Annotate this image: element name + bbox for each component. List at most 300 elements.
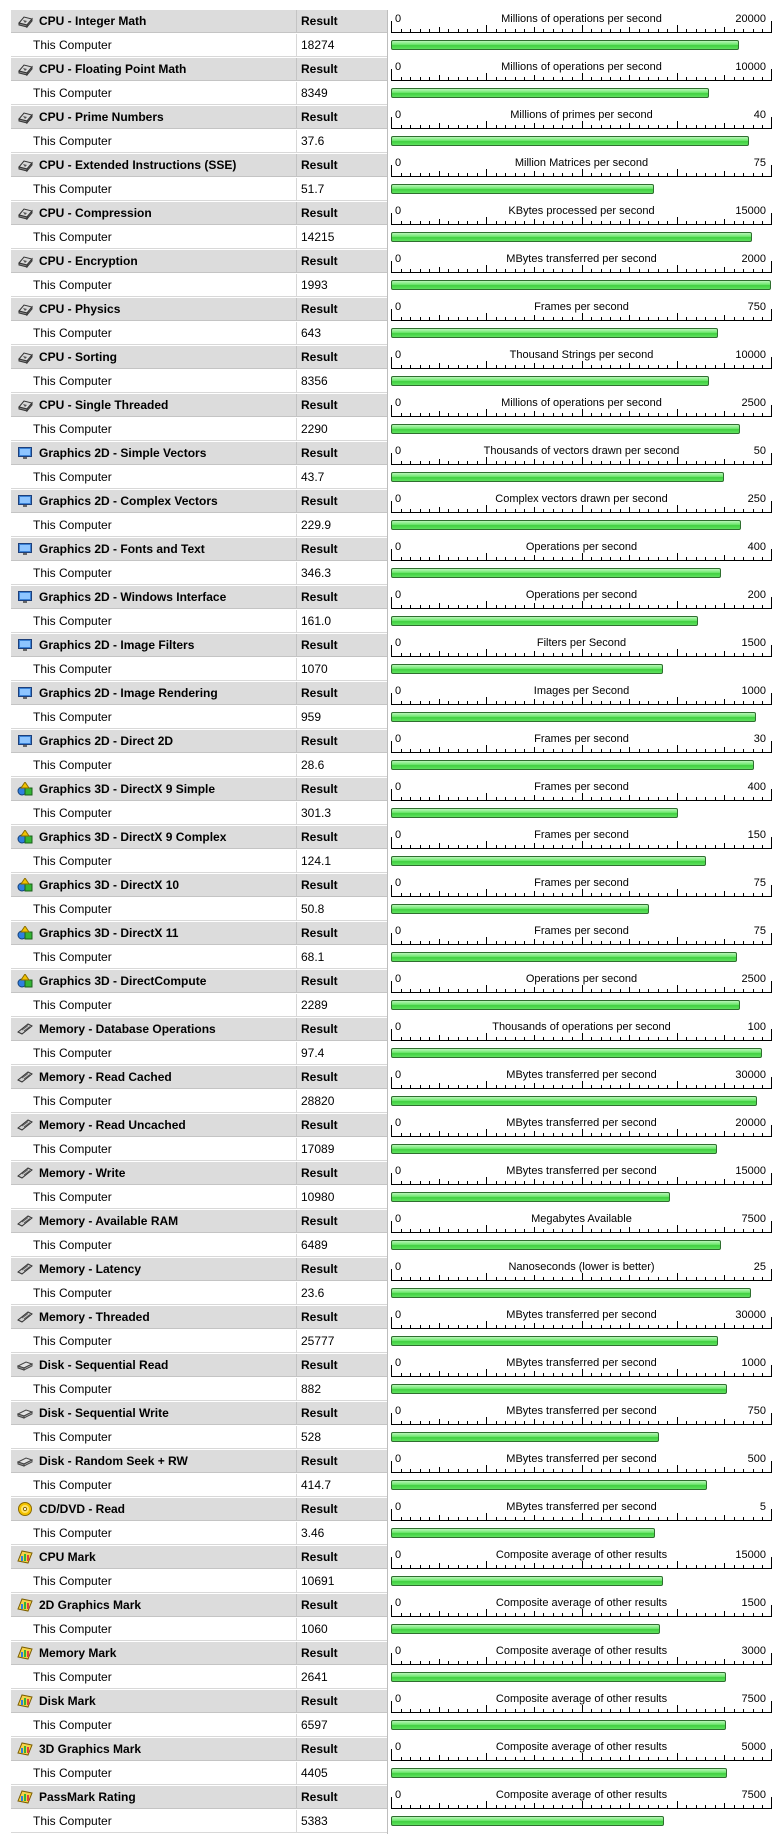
- result-value: 6489: [297, 1234, 387, 1257]
- mark-chart-icon: [17, 1790, 33, 1804]
- test-name-cell[interactable]: [11, 10, 297, 33]
- test-name-cell[interactable]: [11, 58, 297, 81]
- axis-tick: [762, 1181, 763, 1185]
- axis-tick: [753, 413, 754, 417]
- axis-tick: [734, 317, 735, 321]
- axis-tick: [562, 797, 563, 801]
- result-bar-track: [391, 1090, 772, 1114]
- axis-tick: [420, 317, 421, 321]
- axis-tick: [505, 1037, 506, 1041]
- axis-tick: [601, 125, 602, 129]
- scale-axis: [391, 970, 772, 994]
- axis-tick: [562, 701, 563, 705]
- axis-tick: [686, 29, 687, 33]
- test-name-cell[interactable]: [11, 1258, 297, 1281]
- axis-tick: [420, 749, 421, 753]
- axis-tick: [486, 1081, 487, 1089]
- axis-tick: [620, 509, 621, 513]
- axis-tick: [743, 557, 744, 561]
- axis-unit-label: Images per Second: [533, 685, 630, 697]
- axis-max-label: 10000: [735, 61, 766, 73]
- column-divider: [387, 514, 388, 538]
- axis-tick: [429, 701, 430, 705]
- axis-tick: [677, 265, 678, 273]
- axis-tick: [524, 1421, 525, 1425]
- axis-tick: [629, 939, 630, 945]
- axis-tick: [686, 1037, 687, 1041]
- computer-label: This Computer: [11, 1474, 297, 1497]
- axis-tick: [734, 1373, 735, 1377]
- axis-max-label: 15000: [735, 205, 766, 217]
- axis-tick: [686, 1133, 687, 1137]
- axis-tick: [582, 121, 583, 129]
- axis-tick: [401, 221, 402, 225]
- axis-tick: [410, 1565, 411, 1569]
- test-name-cell[interactable]: [11, 874, 297, 897]
- computer-label: This Computer: [11, 1042, 297, 1065]
- axis-tick: [658, 893, 659, 897]
- axis-tick: [486, 793, 487, 801]
- axis-tick: [562, 1229, 563, 1233]
- result-value: 124.1: [297, 850, 387, 873]
- axis-tick: [553, 1709, 554, 1713]
- axis-tick: [734, 605, 735, 609]
- axis-tick: [467, 989, 468, 993]
- this-computer-row: [0, 1330, 784, 1354]
- axis-tick: [467, 413, 468, 417]
- axis-min-label: 0: [395, 157, 402, 169]
- axis-tick: [448, 1757, 449, 1761]
- test-name-cell[interactable]: [11, 298, 297, 321]
- test-header-row: [0, 1018, 784, 1042]
- axis-unit-label: Thousand Strings per second: [509, 349, 654, 361]
- axis-tick: [677, 313, 678, 321]
- result-bar: [391, 616, 698, 626]
- test-name: Graphics 2D - Direct 2D: [39, 734, 174, 748]
- axis-tick: [439, 315, 440, 321]
- axis-tick: [648, 941, 649, 945]
- axis-tick: [572, 1565, 573, 1569]
- axis-tick: [420, 413, 421, 417]
- axis-tick: [486, 1513, 487, 1521]
- axis-tick: [686, 509, 687, 513]
- memory-stick-icon: [17, 1214, 33, 1228]
- axis-tick: [639, 413, 640, 417]
- column-divider: [387, 754, 388, 778]
- axis-tick: [410, 125, 411, 129]
- test-name-cell[interactable]: [11, 1354, 297, 1377]
- axis-tick: [639, 1517, 640, 1521]
- axis-tick: [458, 269, 459, 273]
- axis-tick: [677, 1417, 678, 1425]
- axis-tick: [620, 1085, 621, 1089]
- test-name-cell[interactable]: [11, 1738, 297, 1761]
- axis-tick: [477, 845, 478, 849]
- result-column-label: Result: [297, 1258, 387, 1281]
- result-bar: [391, 1768, 727, 1778]
- axis-tick: [705, 1613, 706, 1617]
- axis-tick: [401, 461, 402, 465]
- computer-label: This Computer: [11, 898, 297, 921]
- axis-tick: [410, 557, 411, 561]
- test-header-row: [0, 298, 784, 322]
- axis-tick: [639, 1421, 640, 1425]
- axis-tick: [410, 221, 411, 225]
- test-name-cell[interactable]: [11, 1594, 297, 1617]
- axis-min-label: 0: [395, 253, 402, 265]
- axis-tick: [724, 987, 725, 993]
- result-column-label: Result: [297, 1738, 387, 1761]
- column-divider: [387, 1546, 388, 1570]
- result-bar: [391, 1048, 762, 1058]
- axis-tick: [724, 123, 725, 129]
- axis-tick: [477, 1229, 478, 1233]
- axis-tick: [534, 219, 535, 225]
- result-value: 959: [297, 706, 387, 729]
- axis-tick: [629, 1131, 630, 1137]
- axis-tick: [562, 221, 563, 225]
- axis-tick: [582, 1609, 583, 1617]
- axis-tick: [667, 893, 668, 897]
- axis-tick: [534, 459, 535, 465]
- this-computer-row: [0, 514, 784, 538]
- axis-tick: [667, 653, 668, 657]
- cpu-chip-icon: [17, 254, 33, 268]
- mark-chart-icon: [17, 1646, 33, 1660]
- column-divider: [387, 202, 388, 226]
- axis-tick: [743, 1709, 744, 1713]
- axis-tick: [515, 1421, 516, 1425]
- axis-tick: [410, 269, 411, 273]
- test-name-cell[interactable]: [11, 1642, 297, 1665]
- axis-tick: [762, 1037, 763, 1041]
- axis-tick: [620, 1421, 621, 1425]
- axis-tick: [582, 25, 583, 33]
- axis-tick: [610, 1133, 611, 1137]
- axis-tick: [620, 653, 621, 657]
- test-name-cell[interactable]: [11, 250, 297, 273]
- axis-max-label: 1000: [741, 1357, 766, 1369]
- this-computer-row: [0, 850, 784, 874]
- result-value: 2289: [297, 994, 387, 1017]
- axis-tick: [648, 1469, 649, 1473]
- axis-tick: [458, 1181, 459, 1185]
- axis-max-label: 3000: [741, 1645, 766, 1657]
- axis-tick: [591, 317, 592, 321]
- axis-tick: [610, 749, 611, 753]
- test-name-cell[interactable]: [11, 826, 297, 849]
- axis-tick: [696, 509, 697, 513]
- result-value: 51.7: [297, 178, 387, 201]
- test-name-cell[interactable]: [11, 1018, 297, 1041]
- axis-tick: [543, 989, 544, 993]
- axis-tick: [543, 269, 544, 273]
- result-bar-track: [391, 274, 772, 298]
- axis-tick: [515, 509, 516, 513]
- column-divider: [387, 1066, 388, 1090]
- axis-tick: [677, 505, 678, 513]
- axis-tick: [410, 1661, 411, 1665]
- axis-tick: [486, 889, 487, 897]
- axis-tick: [724, 219, 725, 225]
- axis-tick: [477, 797, 478, 801]
- result-bar: [391, 376, 709, 386]
- axis-tick: [486, 697, 487, 705]
- axis-tick: [582, 169, 583, 177]
- axis-tick: [620, 1229, 621, 1233]
- column-divider: [387, 1474, 388, 1498]
- axis-min-label: 0: [395, 1261, 402, 1273]
- test-name-cell[interactable]: [11, 1402, 297, 1425]
- axis-tick: [458, 797, 459, 801]
- axis-tick: [572, 941, 573, 945]
- axis-tick: [401, 1133, 402, 1137]
- axis-tick: [677, 1273, 678, 1281]
- axis-unit-label: Thousands of operations per second: [492, 1021, 671, 1033]
- axis-tick: [658, 1133, 659, 1137]
- monitor-icon: [17, 446, 33, 460]
- axis-tick: [448, 365, 449, 369]
- axis-tick: [458, 1277, 459, 1281]
- test-name-cell[interactable]: [11, 970, 297, 993]
- axis-unit-label: MBytes transferred per second: [506, 1117, 657, 1129]
- axis-tick: [639, 461, 640, 465]
- axis-tick: [458, 413, 459, 417]
- axis-tick: [629, 507, 630, 513]
- axis-tick: [715, 797, 716, 801]
- axis-tick: [401, 1709, 402, 1713]
- axis-tick: [553, 1757, 554, 1761]
- axis-tick: [715, 1517, 716, 1521]
- axis-tick: [486, 457, 487, 465]
- axis-tick: [439, 1419, 440, 1425]
- axis-tick: [562, 1085, 563, 1089]
- computer-label: This Computer: [11, 850, 297, 873]
- axis-tick: [486, 1465, 487, 1473]
- axis-tick: [601, 1325, 602, 1329]
- axis-tick: [715, 1325, 716, 1329]
- axis-tick: [696, 1613, 697, 1617]
- axis-tick: [762, 557, 763, 561]
- axis-tick: [410, 461, 411, 465]
- axis-tick: [420, 1133, 421, 1137]
- scale-axis: [391, 1162, 772, 1186]
- result-bar-track: [391, 1762, 772, 1786]
- axis-tick: [677, 985, 678, 993]
- axis-tick: [629, 315, 630, 321]
- axis-tick: [496, 1661, 497, 1665]
- axis-tick: [467, 1661, 468, 1665]
- test-name-cell[interactable]: [11, 1162, 297, 1185]
- test-header-row: [0, 1546, 784, 1570]
- test-name-cell[interactable]: [11, 1498, 297, 1521]
- axis-tick: [743, 1133, 744, 1137]
- column-divider: [387, 898, 388, 922]
- axis-tick: [667, 173, 668, 177]
- axis-tick: [477, 461, 478, 465]
- axis-max-label: 1500: [741, 1597, 766, 1609]
- axis-tick: [658, 1229, 659, 1233]
- result-bar-track: [391, 706, 772, 730]
- axis-tick: [410, 941, 411, 945]
- axis-tick: [572, 1277, 573, 1281]
- axis-tick: [477, 1325, 478, 1329]
- column-divider: [387, 1282, 388, 1306]
- test-name-cell[interactable]: [11, 394, 297, 417]
- axis-tick: [448, 653, 449, 657]
- axis-tick: [677, 409, 678, 417]
- axis-tick: [505, 1469, 506, 1473]
- axis-tick: [677, 217, 678, 225]
- test-name-cell[interactable]: [11, 490, 297, 513]
- test-name-cell[interactable]: [11, 778, 297, 801]
- axis-tick: [591, 1469, 592, 1473]
- axis-tick: [677, 1609, 678, 1617]
- test-name-cell[interactable]: [11, 154, 297, 177]
- axis-tick: [496, 1133, 497, 1137]
- axis-tick: [505, 1421, 506, 1425]
- axis-unit-label: Operations per second: [525, 589, 638, 601]
- axis-tick: [515, 29, 516, 33]
- test-name-cell[interactable]: [11, 586, 297, 609]
- result-bar: [391, 1096, 757, 1106]
- axis-tick: [515, 125, 516, 129]
- axis-tick: [505, 413, 506, 417]
- axis-tick: [467, 173, 468, 177]
- test-name-cell[interactable]: [11, 1690, 297, 1713]
- test-name-cell[interactable]: [11, 538, 297, 561]
- axis-tick: [467, 1133, 468, 1137]
- axis-tick: [582, 1321, 583, 1329]
- axis-tick: [448, 1277, 449, 1281]
- column-divider: [387, 106, 388, 130]
- axis-tick: [515, 941, 516, 945]
- computer-label: This Computer: [11, 178, 297, 201]
- axis-tick: [401, 173, 402, 177]
- axis-min-label: 0: [395, 829, 402, 841]
- axis-tick: [467, 701, 468, 705]
- axis-min-label: 0: [395, 1117, 402, 1129]
- axis-min-label: 0: [395, 877, 402, 889]
- computer-label: This Computer: [11, 1810, 297, 1833]
- axis-tick: [620, 1517, 621, 1521]
- test-name-cell[interactable]: [11, 682, 297, 705]
- scale-axis: [391, 826, 772, 850]
- axis-tick: [439, 75, 440, 81]
- test-name-cell[interactable]: [11, 202, 297, 225]
- scale-axis: [391, 58, 772, 82]
- test-name-cell[interactable]: [11, 1114, 297, 1137]
- axis-tick: [562, 1421, 563, 1425]
- axis-tick: [734, 269, 735, 273]
- cpu-chip-icon: [17, 206, 33, 220]
- axis-tick: [553, 797, 554, 801]
- axis-tick: [686, 221, 687, 225]
- axis-tick: [486, 1753, 487, 1761]
- axis-tick: [429, 1325, 430, 1329]
- test-name-cell[interactable]: [11, 1066, 297, 1089]
- test-name-cell[interactable]: [11, 346, 297, 369]
- axis-tick: [601, 605, 602, 609]
- axis-tick: [401, 1469, 402, 1473]
- test-name-cell[interactable]: [11, 922, 297, 945]
- shapes-3d-icon: [17, 878, 33, 892]
- axis-tick: [610, 653, 611, 657]
- column-divider: [387, 250, 388, 274]
- axis-tick: [562, 1613, 563, 1617]
- axis-tick: [620, 1661, 621, 1665]
- test-name-cell[interactable]: [11, 1210, 297, 1233]
- axis-tick: [686, 1181, 687, 1185]
- test-name: Graphics 3D - DirectX 10: [39, 878, 180, 892]
- axis-tick: [601, 1757, 602, 1761]
- column-divider: [387, 466, 388, 490]
- column-divider: [387, 1042, 388, 1066]
- test-name-cell[interactable]: [11, 1786, 297, 1809]
- axis-tick: [601, 989, 602, 993]
- axis-tick: [486, 1801, 487, 1809]
- cpu-chip-icon: [17, 14, 33, 28]
- axis-tick: [439, 1083, 440, 1089]
- axis-tick: [582, 409, 583, 417]
- result-value: 161.0: [297, 610, 387, 633]
- axis-tick: [562, 509, 563, 513]
- axis-tick: [515, 1517, 516, 1521]
- computer-label: This Computer: [11, 370, 297, 393]
- axis-tick: [620, 461, 621, 465]
- test-name-cell[interactable]: [11, 106, 297, 129]
- axis-tick: [467, 125, 468, 129]
- axis-tick: [658, 1661, 659, 1665]
- this-computer-row: [0, 802, 784, 826]
- axis-tick: [601, 221, 602, 225]
- test-name-cell[interactable]: [11, 730, 297, 753]
- axis-tick: [524, 461, 525, 465]
- axis-tick: [620, 1469, 621, 1473]
- axis-unit-label: Composite average of other results: [495, 1597, 668, 1609]
- this-computer-row: [0, 946, 784, 970]
- test-name-cell[interactable]: [11, 1306, 297, 1329]
- axis-tick: [410, 365, 411, 369]
- test-header-row: [0, 970, 784, 994]
- test-name-cell[interactable]: [11, 634, 297, 657]
- axis-tick: [515, 1277, 516, 1281]
- axis-tick: [467, 893, 468, 897]
- axis-tick: [524, 413, 525, 417]
- axis-tick: [562, 317, 563, 321]
- test-name-cell[interactable]: [11, 442, 297, 465]
- axis-tick: [734, 1517, 735, 1521]
- axis-tick: [496, 1709, 497, 1713]
- column-divider: [387, 1642, 388, 1666]
- axis-tick: [658, 1805, 659, 1809]
- test-name: 2D Graphics Mark: [39, 1598, 142, 1612]
- column-divider: [387, 610, 388, 634]
- axis-tick: [753, 1661, 754, 1665]
- axis-tick: [524, 1469, 525, 1473]
- axis-tick: [515, 1373, 516, 1377]
- axis-tick: [667, 509, 668, 513]
- result-bar-track: [391, 1810, 772, 1834]
- axis-tick: [591, 845, 592, 849]
- test-name-cell[interactable]: [11, 1450, 297, 1473]
- axis-tick: [515, 317, 516, 321]
- result-bar: [391, 1480, 707, 1490]
- axis-tick: [467, 77, 468, 81]
- test-name-cell[interactable]: [11, 1546, 297, 1569]
- axis-tick: [534, 987, 535, 993]
- axis-tick: [420, 1757, 421, 1761]
